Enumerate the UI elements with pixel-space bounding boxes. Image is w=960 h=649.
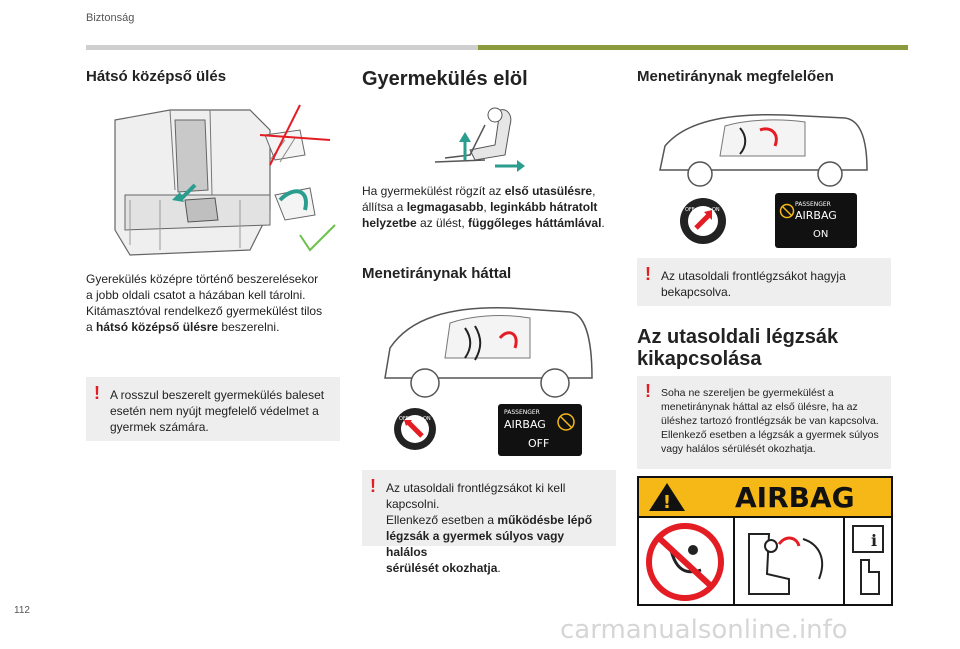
front-child-seat-text: Ha gyermekülést rögzít az első utasülésre, állítsa a legmagasabb, leginkább hátratolt helyzetbe az ülést, függőleges háttámlával.	[362, 184, 605, 230]
rear-facing-warning: ! Az utasoldali frontlégzsákot ki kell kapcsolni. Ellenkező esetben a működésbe lépő légzsák a gyermek súlyos vagy halálos sérülését okozhatja.	[362, 470, 616, 546]
warning-icon: !	[645, 264, 651, 284]
rear-middle-seat-text: Gyerekülés középre történő beszerelésekor a jobb oldali csatot a házában kell tárolni. Kitámasztóval rendelkező gyermekülést tilos a hátsó középső ülésre beszerelni.	[86, 272, 323, 334]
label-pictograms	[639, 516, 891, 604]
airbag-deactivation-warning: ! Soha ne szereljen be gyermekülést a menetiránynak háttal az első ülésre, ha az üléshez tartozó frontlégzsák be van kapcsolva. Ellenkező esetben a légzsák a gyermek súlyos vagy halálos sérülését okozhatja.	[637, 376, 891, 469]
svg-text:!: !	[662, 492, 672, 513]
header-rule	[86, 45, 478, 50]
read-manual-icon	[849, 524, 887, 600]
warning-icon: !	[370, 476, 376, 496]
airbag-disabled-icon	[779, 203, 795, 219]
section-header: Biztonság	[86, 12, 135, 24]
airbag-warning-label: ! AIRBAG i	[637, 476, 893, 606]
airbag-knob-off: OFF ON	[394, 408, 436, 450]
page-number: 112	[14, 605, 30, 616]
forward-facing-car-illustration	[655, 108, 875, 188]
hazard-triangle-icon	[647, 481, 687, 513]
rear-facing-title: Menetiránynak háttal	[362, 265, 512, 282]
airbag-disabled-icon	[556, 412, 576, 432]
forward-facing-title: Menetiránynak megfelelően	[637, 68, 834, 85]
warning-icon: !	[645, 381, 651, 401]
forward-facing-warning: ! Az utasoldali frontlégzsákot hagyja bekapcsolva.	[637, 258, 891, 306]
watermark-footer: carmanualsonline.info	[560, 615, 848, 645]
front-child-seat-title: Gyermekülés elöl	[362, 68, 528, 90]
rear-middle-seat-title: Hátsó középső ülés	[86, 68, 227, 85]
rear-seat-illustration	[100, 100, 345, 265]
warning-icon: !	[94, 383, 100, 403]
seat-adjust-illustration	[425, 100, 525, 175]
rear-facing-car-illustration	[380, 298, 600, 398]
seat-airbag-icon	[739, 524, 839, 600]
airbag-deactivation-title: Az utasoldali légzsák kikapcsolása	[637, 326, 839, 370]
airbag-knob-on: OFF ON	[680, 198, 726, 244]
no-rear-facing-seat-icon	[641, 520, 729, 604]
rear-seat-warning: ! A rosszul beszerelt gyermekülés baleset esetén nem nyújt megfelelő védelmet a gyermek számára.	[86, 377, 340, 441]
passenger-airbag-off-panel: PASSENGER AIRBAG OFF	[498, 404, 582, 456]
header-rule-accent	[478, 45, 908, 50]
passenger-airbag-on-panel: PASSENGER AIRBAG ON	[775, 193, 857, 248]
svg-text:i: i	[871, 531, 878, 550]
